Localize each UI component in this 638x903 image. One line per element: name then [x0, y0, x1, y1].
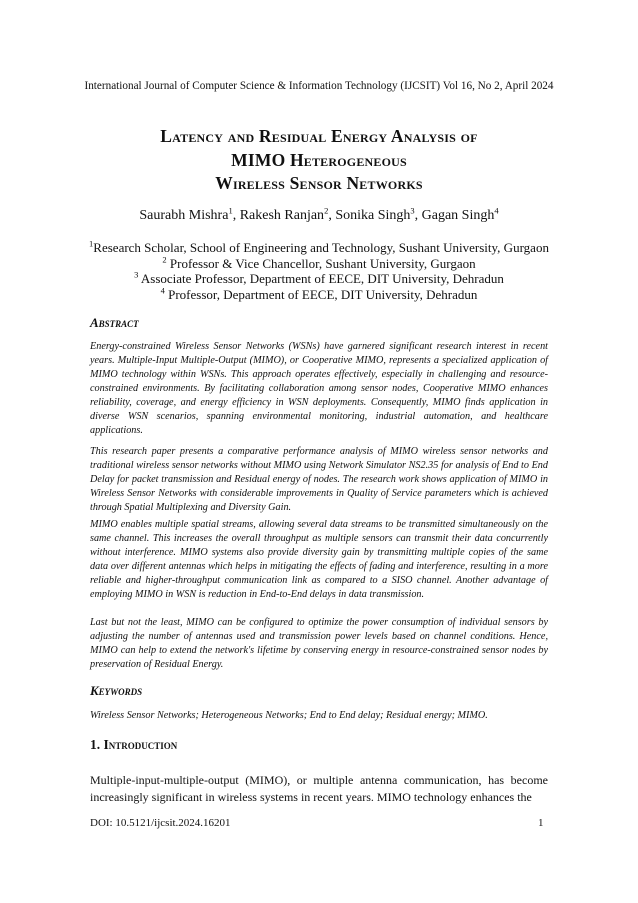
affiliation: $^4$ Professor, Department of EECE, DIT University, Dehradun — [160, 285, 478, 302]
keywords-heading: Keywords — [90, 683, 143, 698]
author-name: Sonika Singh — [335, 208, 411, 223]
title-line-1: Latency and Residual Energy Analysis of — [160, 126, 478, 146]
page-number: 1 — [538, 817, 544, 829]
affiliation-list — [0, 240, 638, 302]
author-name: Gagan Singh — [421, 208, 495, 223]
author-list: Saurabh Mishra$^1$, Rakesh Ranjan$^2$, Sonika Singh$^3$, Gagan Singh$^4$ — [139, 205, 499, 223]
author-sup: 4 — [494, 205, 499, 216]
abstract-paragraph-4: Last but not the least, MIMO can be configured to optimize the power consumption of individual sensors by adjusting the number of antennas used and transmission power levels based on channel conditions. Hence, MIMO can help to extend the network's lifetime by conserving energy in resource-constrained sensor nodes by preservation of Residual Energy. — [90, 617, 548, 670]
keywords-text: Wireless Sensor Networks; Heterogeneous Networks; End to End delay; Residual energy; MIMO. — [90, 710, 488, 721]
title-line-2: MIMO Heterogeneous — [231, 149, 407, 170]
abstract-paragraph-1: Energy-constrained Wireless Sensor Networks (WSNs) have garnered significant research interest in recent years. Multiple-Input Multiple-Output (MIMO), or Cooperative MIMO, represents a specialized application of MIMO technology within WSNs. This approach operates effectively, especially in challenging and resource-constrained environments. By facilitating collaboration among sensor nodes, Cooperative MIMO enhances reliability, coverage, and energy efficiency in WSN deployments. Consequently, MIMO finds application in diverse WSN scenarios, spanning environmental monitoring, industrial automation, and healthcare applications. — [90, 341, 548, 436]
abstract-paragraph-2: This research paper presents a comparative performance analysis of MIMO wireless sensor networks and traditional wireless sensor networks without MIMO using Network Simulator NS2.35 for analysis of End to End Delay for packet transmission and Residual energy of nodes. The research work shows application of MIMO in Wireless Sensor Networks with considerable improvements in Quality of Service parameters which is achieved through Spatial Multiplexing and Diversity Gain. — [90, 446, 548, 513]
paper-title — [0, 125, 638, 196]
abstract-heading: Abstract — [90, 315, 139, 330]
author-sup: 1 — [228, 205, 233, 216]
abstract-paragraph-3: MIMO enables multiple spatial streams, allowing several data streams to be transmitted simultaneously on the same channel. This increases the overall throughput as multiple sensors can transmit their data concurrently without interference. MIMO systems also provide diversity gain by transmitting multiple copies of the same data over different antennas which helps in mitigating the effects of fading and interference, resulting in a more reliable and higher-throughput communication link as compared to a SISO channel. Another advantage of employing MIMO in WSN is reduction in End-to-End delays in data transmission. — [90, 519, 548, 600]
author-sup: 2 — [324, 205, 329, 216]
introduction-heading: 1. Introduction — [90, 737, 178, 752]
introduction-text: Multiple-input-multiple-output (MIMO), or multiple antenna communication, has become increasingly significant in wireless systems in recent years. MIMO technology enhances the — [90, 773, 548, 804]
author-name: Rakesh Ranjan — [239, 208, 325, 223]
doi-footer: DOI: 10.5121/ijcsit.2024.16201 — [90, 817, 231, 829]
author-sup: 3 — [410, 205, 415, 216]
journal-header: International Journal of Computer Science & Information Technology (IJCSIT) Vol 16, No 2, April 2024 — [84, 80, 554, 92]
affiliation: $^1$Research Scholar, School of Engineering and Technology, Sushant University, Gurgaon — [89, 238, 549, 255]
affiliation: $^3$ Associate Professor, Department of EECE, DIT University, Dehradun — [134, 269, 504, 287]
affiliation: $^2$ Professor & Vice Chancellor, Sushant University, Gurgaon — [162, 254, 476, 271]
title-line-3: Wireless Sensor Networks — [215, 173, 423, 193]
author-name: Saurabh Mishra — [139, 208, 229, 223]
